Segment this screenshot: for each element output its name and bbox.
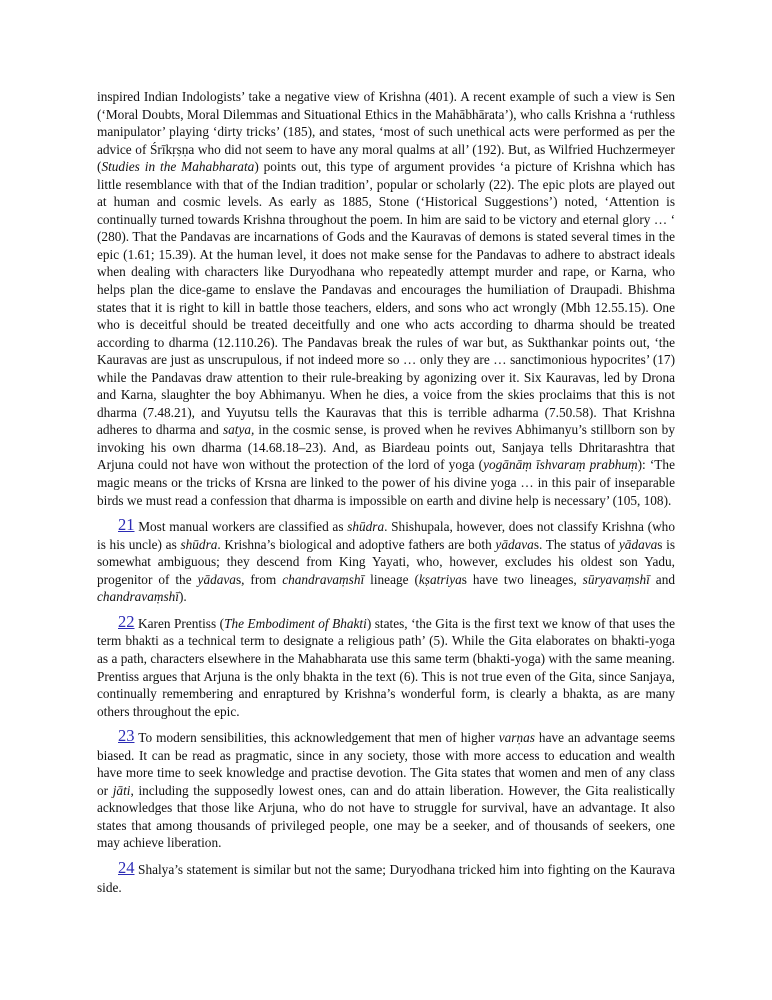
italic-term: sūryavaṃshī [582, 571, 650, 587]
text-run: . Shishupala, however, does not classify Krishna (who is his uncle) as [97, 519, 675, 552]
italic-title: The Embodiment of Bhakti [224, 615, 367, 631]
text-run: ) points out, this type of argument provides ‘a picture of Krishna which has little resemblance with that of the Indian tradition’, popular or scholarly (22). The epic plots are played out at human and cosmic levels. As early as 1885, Stone (‘Historical Suggestions’) noted, ‘Attention is continually turned towards Krishna throughout the poem. In him are said to be victory and eternal glory … ‘ (280). That the Pandavas are incarnations of Gods and the Kauravas of demons is stated several times in the epic (1.61; 15.39). At the human level, it does not make sense for the Pandavas to adhere to abstract ideals when dealing with characters like Duryodhana who repeatedly attempt murder and rape, or Karna, who helps plan the dice-game to enslave the Pandavas and encourages the humiliation of Draupadi. Bhishma states that it is right to kill in battle those teachers, elders, and sons who act wrongly (Mbh 12.55.15). One who is deceitful should be treated deceitfully and one who acts according to dharma should be treated according to dharma (12.110.26). The Pandavas break the rules of war but, as Sukthankar points out, ‘the Kauravas are just as unscrupulous, if not indeed more so … only they are … sanctimonious hypocrites’ (17) while the Pandavas draw attention to their rule-breaking by agonizing over it. Six Kauravas, led by Drona and Karna, slaughter the boy Abhimanyu. When he dies, a voice from the skies proclaims that this is not dharma (7.48.21), and Yuyutsu tells the Kauravas that this is terrible adharma (7.50.58). That Krishna adheres to dharma and [97, 159, 675, 438]
text-run: , including the supposedly lowest ones, can and do attain liberation. However, the Gita realistically acknowledges that those like Arjuna, who do not have to struggle for survival, have an advantage. It also states that among thousands of privileged people, one may be a seeker, and of thousands of seekers, one may achieve liberation. [97, 782, 675, 851]
footnote-23 [97, 726, 675, 852]
text-run: Karen Prentiss ( [134, 615, 225, 631]
document-page [97, 88, 675, 896]
text-run: and [649, 571, 676, 587]
footnote-21 [97, 515, 676, 606]
text-run: s have two lineages, [461, 571, 583, 587]
text-run: s. The status of [533, 536, 619, 552]
text-run: Shalya’s statement is similar but not the same; Duryodhana tricked him into fighting on the Kaurava side. [97, 861, 675, 895]
text-run: s is somewhat ambiguous; they descend from King Yayati, who, however, excludes his oldest son Yadu, progenitor of the [97, 536, 676, 587]
text-run: s, from [235, 571, 283, 587]
footnote-link-22[interactable]: 22 [118, 611, 135, 631]
text-run: Most manual workers are classified as [134, 519, 348, 535]
footnote-22 [97, 611, 675, 720]
italic-term: satya, [222, 422, 255, 438]
italic-term: yādava [495, 536, 534, 552]
italic-term: yogānāṃ īshvaraṃ prabhuṃ [483, 457, 638, 473]
italic-term: yādava [618, 536, 658, 552]
text-run: To modern sensibilities, this acknowledgement that men of higher [134, 730, 499, 746]
text-run: ) states, ‘the Gita is the first text we know of that uses the term bhakti as a technical term to designate a religious path’ (5). While the Gita elaborates on bhakti-yoga as a path, characters elsewhere in the Mahabharata use this same term (bhakti-yoga) with the same meaning. Prentiss argues that Arjuna is the only bhakta in the text (6). This is not true even of the Gita, since Sanjaya, continually remembering and enraptured by Krishna’s wonderful form, is clearly a bhakta, as are many others throughout the epic. [97, 615, 675, 719]
text-run: have an advantage seems biased. It can be read as pragmatic, since in any society, those with more access to education and wealth have more time to seek knowledge and practise devotion. The Gita states that women and men of any class or [97, 730, 675, 798]
text-run: inspired Indian Indologists’ take a negative view of Krishna (401). A recent example of such a view is Sen (‘Moral Doubts, Moral Dilemmas and Situational Ethics in the Mahābhārata’), who calls Krishna a ‘ruthless manipulator’ playing ‘dirty tricks’ (185), and states, ‘most of such unethical acts were performed as per the advice of Śrīkṛṣṇa who did not seem to have any moral qualms at all’ (192). But, as Wilfried Huchzermeyer ( [97, 89, 675, 175]
italic-title: Studies in the Mahabharata [101, 159, 255, 175]
text-run: in the cosmic sense, is proved when he revives Abhimanyu’s stillborn son by invoking his own dharma (14.68.18–23). And, as Biardeau points out, Sanjaya tells Dhritarashtra that Arjuna could not have won without the protection of the lord of yoga ( [97, 422, 675, 473]
italic-term: chandravaṃshī [97, 589, 179, 605]
italic-term: chandravaṃshī [282, 571, 365, 587]
text-run: . Krishna’s biological and adoptive fathers are both [217, 536, 496, 552]
text-run: ): ‘The magic means or the tricks of Krsna are linked to the power of his divine yoga … in this pair of inseparable birds we must read a confession that dharma is impossible on earth and divine help is necessary’ (105, 108). [97, 457, 675, 508]
footnote-24 [97, 857, 675, 896]
italic-term: jāti [112, 782, 131, 798]
text-run: ). [179, 589, 187, 605]
footnote-link-23[interactable]: 23 [118, 726, 135, 746]
footnote-link-21[interactable]: 21 [118, 515, 135, 535]
italic-term: kṣatriya [418, 571, 462, 587]
footnote-link-24[interactable]: 24 [118, 857, 135, 877]
italic-term: yādava [197, 571, 236, 587]
italic-term: varṇas [498, 730, 535, 746]
italic-term: shūdra [347, 519, 385, 535]
italic-term: shūdra [180, 536, 218, 552]
paragraph-continued [97, 88, 675, 509]
text-run: lineage ( [364, 571, 419, 587]
